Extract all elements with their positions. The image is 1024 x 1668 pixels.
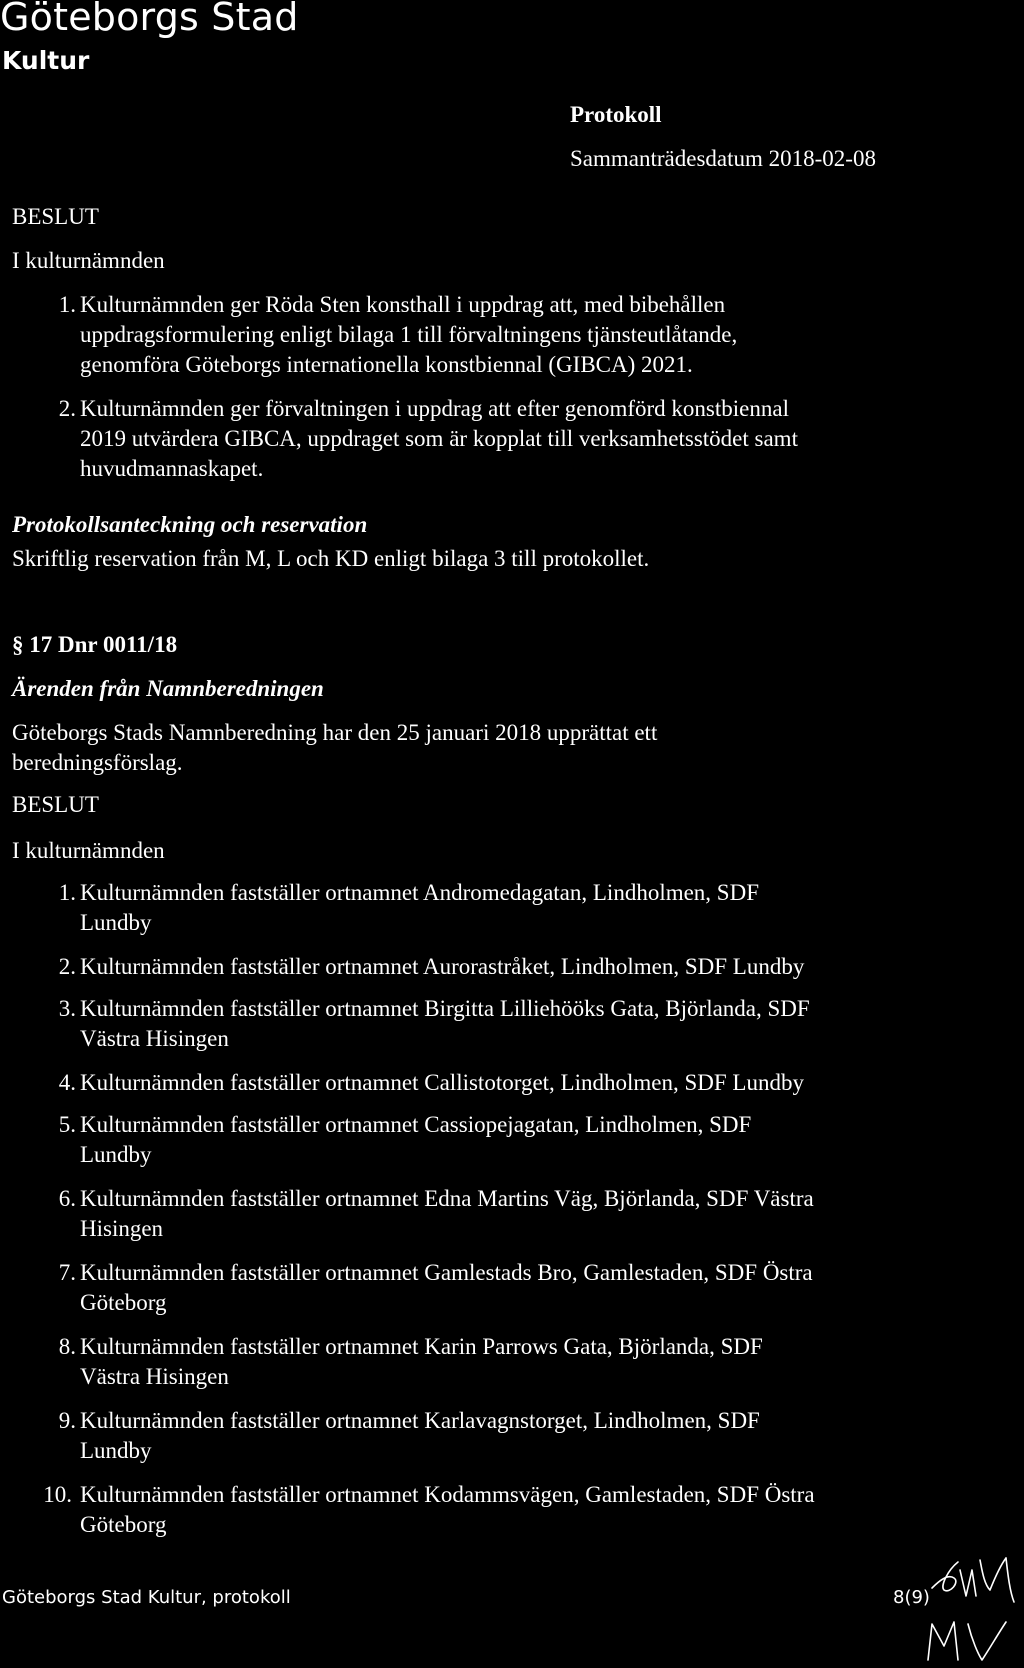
signature-initials xyxy=(910,1540,1020,1668)
section-title: Ärenden från Namnberedningen xyxy=(12,676,324,701)
list-item-line: Lundby xyxy=(80,910,152,935)
list-item-number: 7. xyxy=(58,1260,76,1285)
list-item-line: Kulturnämnden ger förvaltningen i uppdrag att efter genomförd konstbiennal xyxy=(80,396,789,421)
list-item-line: Kulturnämnden fastställer ortnamnet Karlavagnstorget, Lindholmen, SDF xyxy=(80,1408,760,1433)
list-item-number: 4. xyxy=(58,1070,76,1095)
list-item-number: 10. xyxy=(43,1482,72,1507)
meeting-date: Sammanträdesdatum 2018-02-08 xyxy=(570,146,876,171)
list-item-line: Västra Hisingen xyxy=(80,1026,229,1051)
list-item-line: Kulturnämnden fastställer ortnamnet Birgitta Lilliehööks Gata, Björlanda, SDF xyxy=(80,996,810,1021)
intro-line: beredningsförslag. xyxy=(12,750,183,775)
list-item xyxy=(58,994,940,1054)
list-item xyxy=(58,952,940,982)
list-item-line: Kulturnämnden fastställer ortnamnet Cassiopejagatan, Lindholmen, SDF xyxy=(80,1112,752,1137)
intro-line: Göteborgs Stads Namnberedning har den 25 januari 2018 upprättat ett xyxy=(12,720,658,745)
list-item-line: Kulturnämnden fastställer ortnamnet Aurorastråket, Lindholmen, SDF Lundby xyxy=(80,954,805,979)
list-item-number: 6. xyxy=(58,1186,76,1211)
list-item-number: 8. xyxy=(58,1334,76,1359)
list-item-line: huvudmannaskapet. xyxy=(80,456,264,481)
list-item xyxy=(58,394,940,484)
department-name: Kultur xyxy=(2,46,90,75)
page-number: 8(9) xyxy=(893,1587,930,1608)
list-item xyxy=(58,1110,940,1170)
list-item-number: 2. xyxy=(58,396,76,421)
list-item-line: Kulturnämnden fastställer ortnamnet Callistotorget, Lindholmen, SDF Lundby xyxy=(80,1070,804,1095)
list-item-line: Göteborg xyxy=(80,1290,167,1315)
list-item-line: Lundby xyxy=(80,1142,152,1167)
committee-line: I kulturnämnden xyxy=(12,838,165,863)
list-item-number: 9. xyxy=(58,1408,76,1433)
list-item xyxy=(58,1406,940,1466)
committee-line: I kulturnämnden xyxy=(12,248,165,273)
list-item-line: Kulturnämnden fastställer ortnamnet Gamlestads Bro, Gamlestaden, SDF Östra xyxy=(80,1260,813,1285)
list-item xyxy=(58,1068,940,1098)
list-item-line: Lundby xyxy=(80,1438,152,1463)
list-item-number: 1. xyxy=(58,880,76,905)
footer-document-name: Göteborgs Stad Kultur, protokoll xyxy=(2,1587,291,1608)
list-item xyxy=(43,1480,940,1540)
list-item-line: Kulturnämnden fastställer ortnamnet Kodammsvägen, Gamlestaden, SDF Östra xyxy=(80,1482,815,1507)
list-item-line: Göteborg xyxy=(80,1512,167,1537)
document-type: Protokoll xyxy=(570,102,662,127)
list-item-line: Kulturnämnden fastställer ortnamnet Karin Parrows Gata, Björlanda, SDF xyxy=(80,1334,763,1359)
list-item xyxy=(58,878,940,938)
list-item-number: 3. xyxy=(58,996,76,1021)
list-item xyxy=(58,1258,940,1318)
note-heading: Protokollsanteckning och reservation xyxy=(12,512,368,537)
list-item-line: Hisingen xyxy=(80,1216,164,1241)
list-item-number: 2. xyxy=(58,954,76,979)
list-item-line: 2019 utvärdera GIBCA, uppdraget som är kopplat till verksamhetsstödet samt xyxy=(80,426,798,451)
list-item-line: genomföra Göteborgs internationella konstbiennal (GIBCA) 2021. xyxy=(80,352,693,377)
list-item xyxy=(58,1332,940,1392)
list-item-number: 5. xyxy=(58,1112,76,1137)
list-item-line: Kulturnämnden fastställer ortnamnet Andromedagatan, Lindholmen, SDF xyxy=(80,880,759,905)
list-item-line: uppdragsformulering enligt bilaga 1 till förvaltningens tjänsteutlåtande, xyxy=(80,322,738,347)
section-intro xyxy=(12,718,657,778)
section-reference: § 17 Dnr 0011/18 xyxy=(12,632,178,657)
note-text: Skriftlig reservation från M, L och KD enligt bilaga 3 till protokollet. xyxy=(12,546,650,571)
beslut-label: BESLUT xyxy=(12,792,99,817)
list-item-line: Kulturnämnden ger Röda Sten konsthall i uppdrag att, med bibehållen xyxy=(80,292,726,317)
list-item xyxy=(58,290,940,380)
organization-name: Göteborgs Stad xyxy=(0,0,299,39)
list-item-line: Västra Hisingen xyxy=(80,1364,229,1389)
list-item-line: Kulturnämnden fastställer ortnamnet Edna Martins Väg, Björlanda, SDF Västra xyxy=(80,1186,814,1211)
list-item xyxy=(58,1184,940,1244)
beslut-label: BESLUT xyxy=(12,204,99,229)
list-item-number: 1. xyxy=(58,292,76,317)
